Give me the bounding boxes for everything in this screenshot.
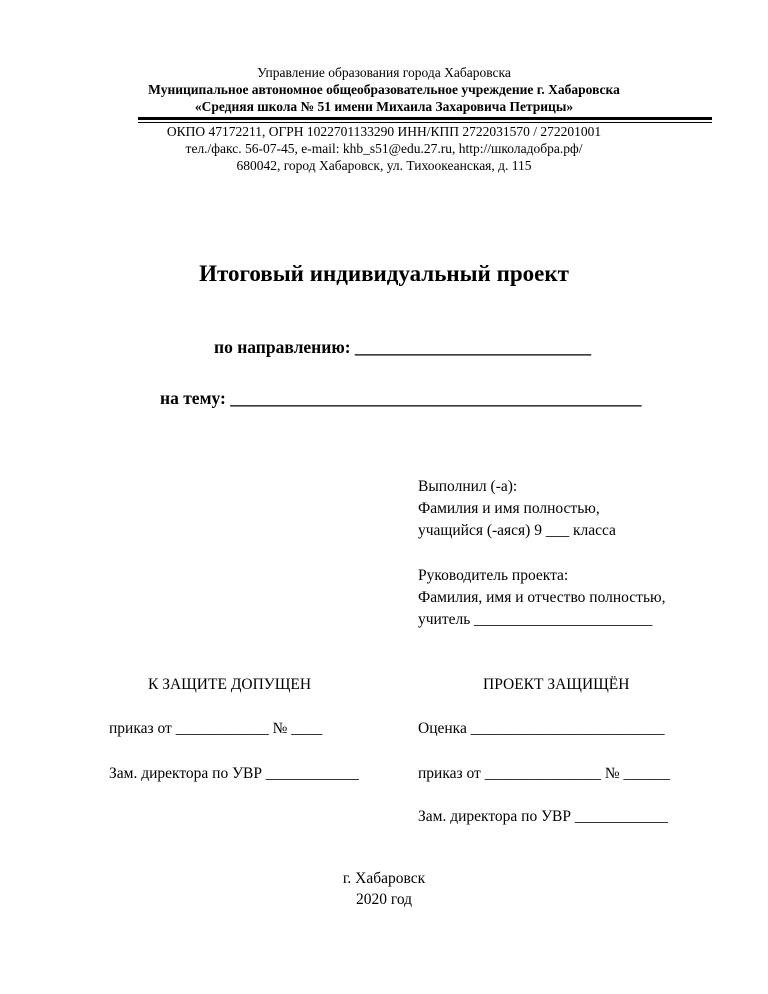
grade-line: Оценка _________________________ xyxy=(418,720,665,737)
admission-order-line: приказ от ____________ № ____ xyxy=(109,720,323,737)
supervisor-name: Фамилия, имя и отчество полностью, xyxy=(418,589,666,606)
header-divider-thin xyxy=(138,122,712,123)
performer-label: Выполнил (-а): xyxy=(418,478,518,495)
contact-info: тел./факс. 56-07-45, e-mail: khb_s51@edu.27.ru, http://школадобра.рф/ xyxy=(185,141,583,156)
defense-deputy-line: Зам. директора по УВР ____________ xyxy=(418,808,668,825)
performer-class: учащийся (-аяся) 9 ___ класса xyxy=(418,522,616,539)
project-title: Итоговый индивидуальный проект xyxy=(199,261,569,286)
school-address: 680042, город Хабаровск, ул. Тихоокеанская, д. 115 xyxy=(236,158,532,173)
institution-name: Муниципальное автономное общеобразовательное учреждение г. Хабаровска xyxy=(148,82,620,97)
admitted-heading: К ЗАЩИТЕ ДОПУЩЕН xyxy=(148,676,312,693)
registration-codes: ОКПО 47172211, ОГРН 1022701133290 ИНН/КПП 2722031570 / 272201001 xyxy=(166,124,602,139)
direction-line: по направлению: ___________________________ xyxy=(214,337,592,357)
footer-year: 2020 год xyxy=(355,891,413,908)
supervisor-label: Руководитель проекта: xyxy=(418,567,569,584)
defense-order-line: приказ от _______________ № ______ xyxy=(418,765,670,782)
topic-line: на тему: _______________________________________________ xyxy=(160,388,642,408)
admission-deputy-line: Зам. директора по УВР ____________ xyxy=(109,765,359,782)
header-divider-thick xyxy=(138,117,712,120)
footer-city: г. Хабаровск xyxy=(342,870,426,887)
performer-name: Фамилия и имя полностью, xyxy=(418,500,600,517)
supervisor-teacher: учитель _______________________ xyxy=(418,611,653,628)
school-name: «Средняя школа № 51 имени Михаила Захаровича Петрицы» xyxy=(194,99,574,114)
department-name: Управление образования города Хабаровска xyxy=(257,65,511,80)
defended-heading: ПРОЕКТ ЗАЩИЩЁН xyxy=(483,676,630,693)
